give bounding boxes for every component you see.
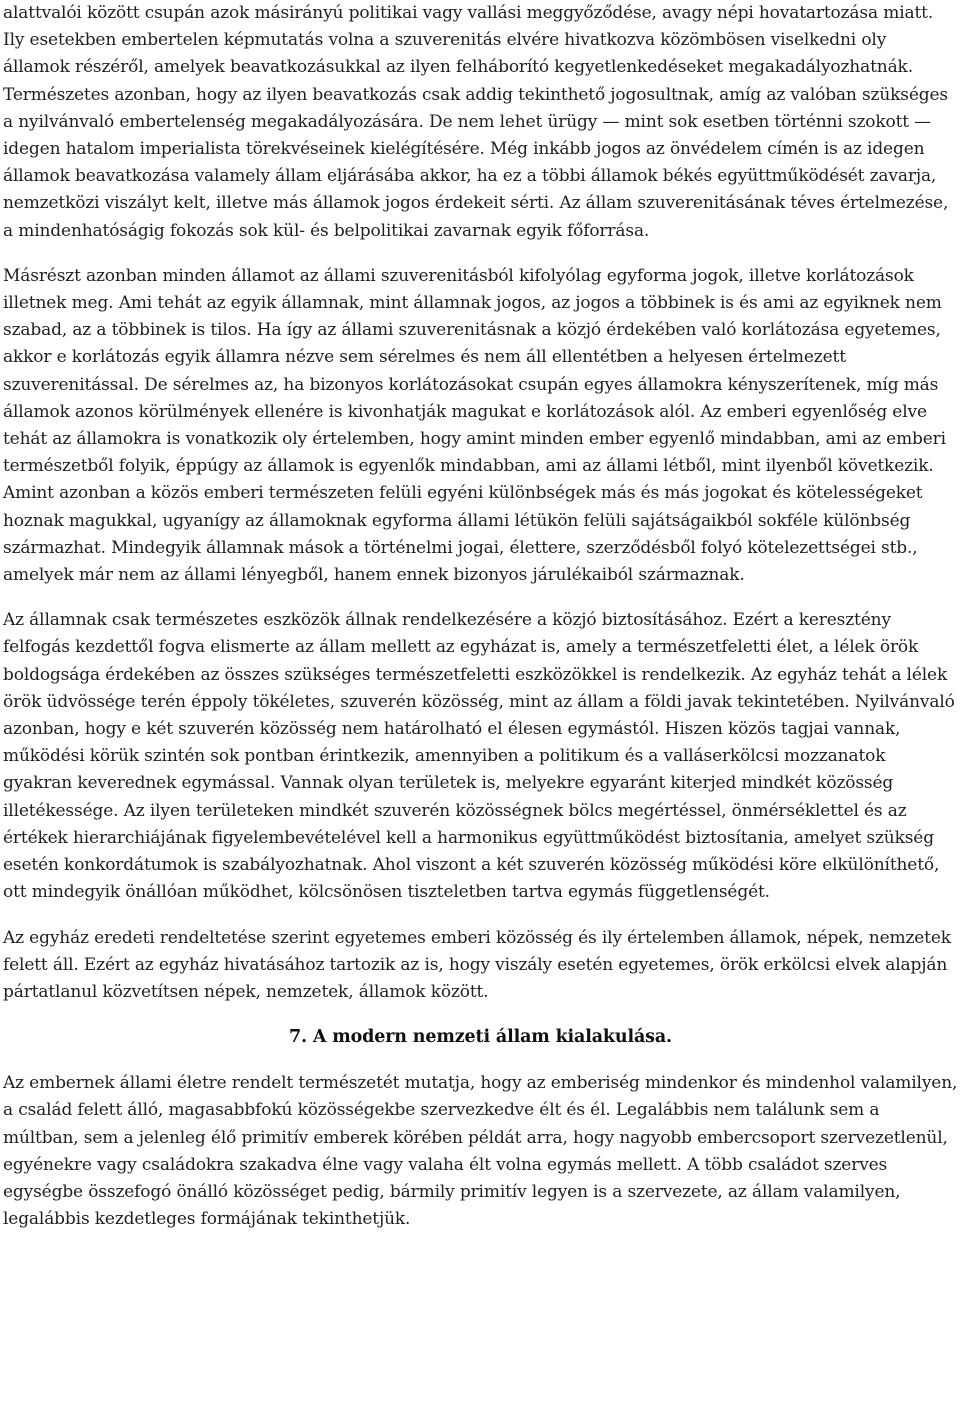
paragraph-church-universal-community: Az egyház eredeti rendeltetése szerint egyetemes emberi közösség és ily értelemben államok, népek, nemzetek felett áll. Ezért az egyház hivatásához tartozik az is, hogy viszály esetén egyetemes, örök erkölcsi elvek alapján pártatlanul közvetítsen népek, nemzetek, államok között.	[3, 927, 951, 1002]
document-page	[3, 0, 958, 1251]
paragraph-equal-rights-of-states: Másrészt azonban minden államot az állami szuverenitásból kifolyólag egyforma jogok, illetve korlátozások illetnek meg. Ami tehát az egyik államnak, mint államnak jogos, az jogos a többinek is és ami az egyiknek nem szabad, az a többinek is tilos. Ha így az állami szuverenitásnak a közjó érdekében való korlátozása egyetemes, akkor e korlátozás egyik államra nézve sem sérelmes és nem áll ellentétben a helyesen értelmezett szuverenitással. De sérelmes az, ha bizonyos korlátozásokat csupán egyes államokra kényszerítenek, míg más államok azonos körülmények ellenére is kivonhatják magukat e korlátozások alól. Az emberi egyenlőség elve tehát az államokra is vonatkozik oly értelemben, hogy amint minden ember egyenlő mindabban, ami az emberi természetből folyik, éppúgy az államok is egyenlők mindabban, ami az állami létből, mint ilyenből következik. Amint azonban a közös emberi természeten felüli egyéni különbségek más és más jogokat és kötelességeket hoznak magukkal, ugyanígy az államoknak egyforma állami létükön felüli sajátságaikból sokféle különbség származhat. Mindegyik államnak mások a történelmi jogai, élettere, szerződésből folyó kötelezettségei stb., amelyek már nem az állami lényegből, hanem ennek bizonyos járulékaiból származnak.	[3, 265, 946, 586]
section-heading: 7. A modern nemzeti állam kialakulása.	[288, 1027, 672, 1048]
paragraph-church-and-state: Az államnak csak természetes eszközök állnak rendelkezésére a közjó biztosításához. Ezért a keresztény felfogás kezdettől fogva elismerte az állam mellett az egyházat is, amely a természetfeletti élet, a lélek örök boldogsága érdekében az összes szükséges természetfeletti eszközökkel is rendelkezik. Az egyház tehát a lélek örök üdvössége terén éppoly tökéletes, szuverén közösség, mint az állam a földi javak tekintetében. Nyilvánvaló azonban, hogy e két szuverén közösség nem határolható el élesen egymástól. Hiszen közös tagjai vannak, működési körük szintén sok pontban érintkezik, amennyiben a politikum és a valláserkölcsi mozzanatok gyakran keverednek egymással. Vannak olyan területek is, melyekre egyaránt kiterjed mindkét közösség illetékessége. Az ilyen területeken mindkét szuverén közösségnek bölcs megértéssel, önmérséklettel és az értékek hierarchiájának figyelembevételével kell a harmonikus együttműködést biztosítania, amelyet szükség esetén konkordátumok is szabályozhatnak. Ahol viszont a két szuverén közösség működési köre elkülöníthető, ott mindegyik önállóan működhet, kölcsönösen tiszteletben tartva egymás függetlenségét.	[3, 610, 955, 903]
paragraph-state-intervention: alattvalói között csupán azok másirányú politikai vagy vallási meggyőződése, avagy népi hovatartozása miatt. Ily esetekben embertelen képmutatás volna a szuverenitás elvére hivatkozva közömbösen viselkedni oly államok részéről, amelyek beavatkozásukkal az ilyen felháborító kegyetlenkedéseket megakadályozhatnák. Természetes azonban, hogy az ilyen beavatkozás csak addig tekinthető jogosultnak, amíg az valóban szükséges a nyilvánvaló embertelenség megakadályozására. De nem lehet ürügy — mint sok esetben történni szokott — idegen hatalom imperialista törekvéseinek kielégítésére. Még inkább jogos az önvédelem címén is az idegen államok beavatkozása valamely állam eljárásába akkor, ha ez a többi államok békés együttműködését zavarja, nemzetközi viszályt kelt, illetve más államok jogos érdekeit sérti. Az állam szuverenitásának téves értelmezése, a mindenhatóságig fokozás sok kül- és belpolitikai zavarnak egyik főforrása.	[3, 3, 949, 241]
paragraph-modern-national-state: Az embernek állami életre rendelt természetét mutatja, hogy az emberiség mindenkor és mindenhol valamilyen, a család felett álló, magasabbfokú közösségekbe szervezkedve élt és él. Legalábbis nem találunk sem a múltban, sem a jelenleg élő primitív emberek körében példát arra, hogy nagyobb embercsoport szervezetlenül, egyénekre vagy családokra szakadva élne vagy valaha élt volna egymás mellett. A több családot szerves egységbe összefogó önálló közösséget pedig, bármily primitív legyen is a szervezete, az állam valamilyen, legalábbis kezdetleges formájának tekinthetjük.	[3, 1073, 958, 1230]
